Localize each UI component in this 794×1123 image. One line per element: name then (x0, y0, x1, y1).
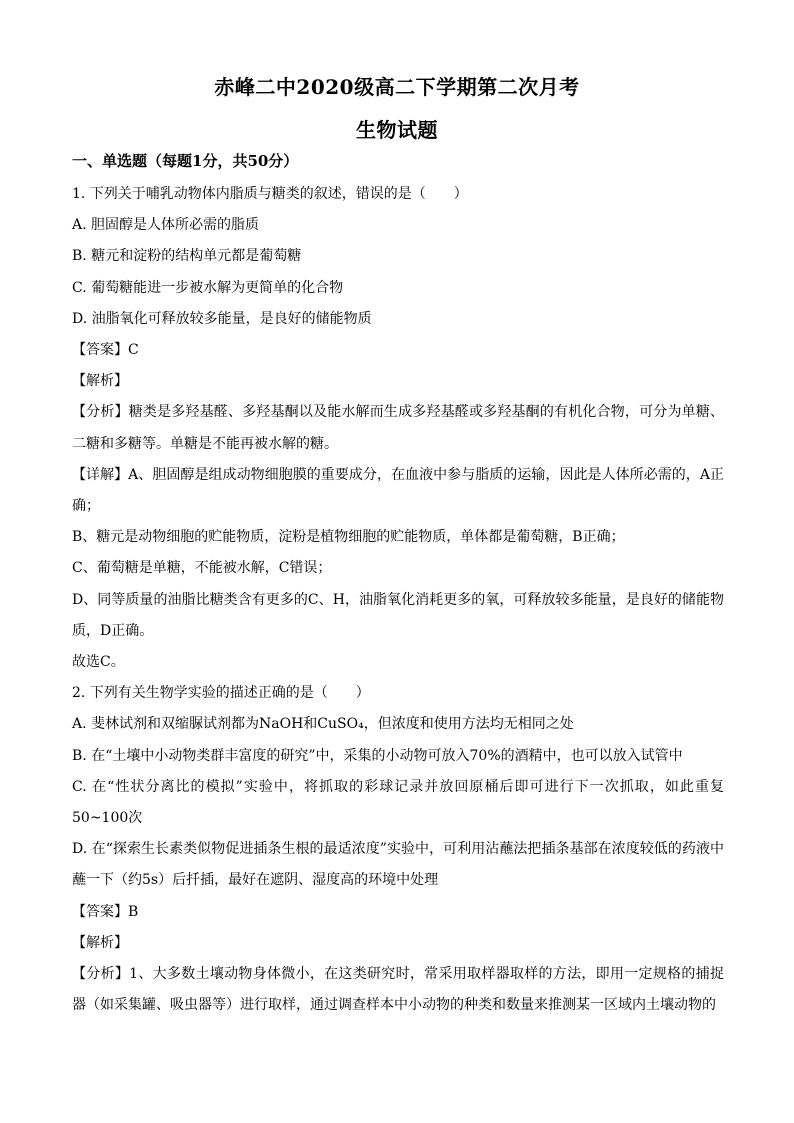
question-2-option-c: C. 在“性状分离比的模拟”实验中，将抓取的彩球记录并放回原桶后即可进行下一次抓取，如此重复50~100次 (72, 778, 724, 827)
question-1-option-b: B. 糖元和淀粉的结构单元都是葡萄糖 (72, 248, 302, 265)
question-1-conclusion: 故选C。 (72, 654, 125, 671)
question-1-answer: 【答案】C (72, 342, 139, 359)
question-2-answer: 【答案】B (72, 903, 139, 920)
question-1-detail-c: C、葡萄糖是单糖，不能被水解，C错误； (72, 560, 332, 577)
question-1-option-c: C. 葡萄糖能进一步被水解为更简单的化合物 (72, 279, 344, 296)
question-1-analysis-summary: 【分析】糖类是多羟基醛、多羟基酮以及能水解而生成多羟基醛或多羟基酮的有机化合物，可分为单糖、二糖和多糖等。单糖是不能再被水解的糖。 (72, 404, 724, 452)
question-2-option-a: A. 斐林试剂和双缩脲试剂都为NaOH和CuSO₄，但浓度和使用方法均无相同之处 (72, 716, 574, 733)
question-2-option-d: D. 在“探索生长素类似物促进插条生根的最适浓度”实验中，可利用沾蘸法把插条基部在浓度较低的药液中蘸一下（约5s）后扦插，最好在遮阴、湿度高的环境中处理 (72, 841, 724, 889)
question-1-option-a: A. 胆固醇是人体所必需的脂质 (72, 217, 260, 234)
question-2-option-b: B. 在“土壤中小动物类群丰富度的研究”中，采集的小动物可放入70%的酒精中，也可以放入试管中 (72, 747, 683, 764)
question-1-option-d: D. 油脂氧化可释放较多能量，是良好的储能物质 (72, 310, 372, 327)
exam-title: 赤峰二中2020级高二下学期第二次月考 (214, 75, 580, 99)
question-1-stem: 1. 下列关于哺乳动物体内脂质与糖类的叙述，错误的是（ ） (72, 186, 468, 202)
question-2-analysis-summary: 【分析】1、大多数土壤动物身体微小，在这类研究时，常采用取样器取样的方法，即用一定规格的捕捉器（如采集罐、吸虫器等）进行取样，通过调查样本中小动物的种类和数量来推测某一区域内土壤动物的 (72, 966, 724, 1014)
section-heading: 一、单选题（每题1分，共50分） (72, 152, 299, 170)
question-1-detail-d: D、同等质量的油脂比糖类含有更多的C、H，油脂氧化消耗更多的氧，可释放较多能量，是良好的储能物质，D正确。 (72, 591, 724, 639)
question-2-stem: 2. 下列有关生物学实验的描述正确的是（ ） (72, 685, 370, 702)
question-2-analysis-label: 【解析】 (72, 934, 128, 951)
question-content (72, 179, 724, 1021)
exam-subtitle: 生物试题 (356, 118, 438, 142)
question-1-detail-a: 【详解】A、胆固醇是组成动物细胞膜的重要成分，在血液中参与脂质的运输，因此是人体所必需的，A正确； (72, 466, 724, 515)
question-1-detail-b: B、糖元是动物细胞的贮能物质，淀粉是植物细胞的贮能物质，单体都是葡萄糖，B正确； (72, 529, 625, 546)
question-1-analysis-label: 【解析】 (72, 373, 128, 390)
